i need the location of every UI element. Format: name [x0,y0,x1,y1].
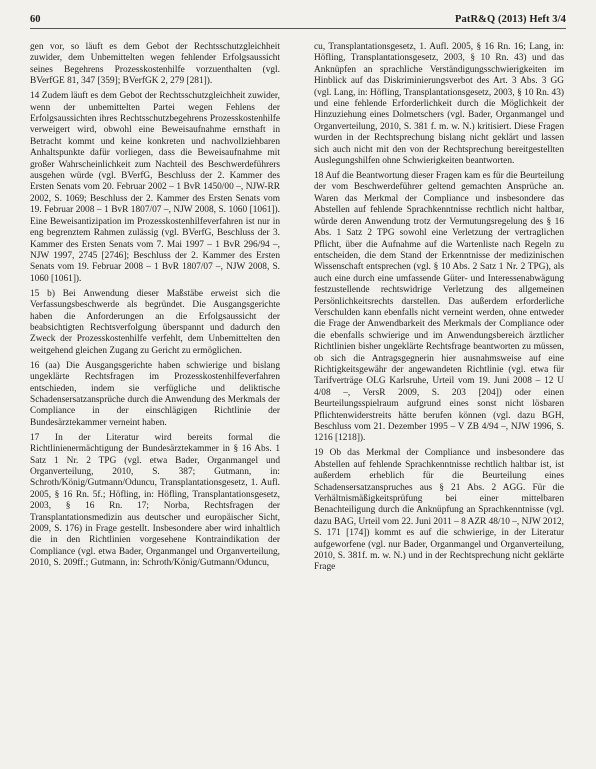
paragraph: gen vor, so läuft es dem Gebot der Rechtsschutzgleichheit zuwider, dem Unbemittelten wegen fehlender Erfolgsaussicht seines Begehrens Prozesskostenhilfe vorzuenthalten (vgl. BVerfGE 81, 347 [359]; BVerfGK 2, 279 [281]). [30,42,280,87]
left-column [30,42,280,573]
paragraph: 19 Ob das Merkmal der Compliance und insbesondere das Abstellen auf fehlende Sprachkenntnisse rechtlich haltbar ist, ist außerdem erheblich für die Beurteilung eines Schadensersatzanspruches aus § 21 Abs. 2 AGG. Für die Verhältnismäßigkeitsprüfung bei einer mittelbaren Benachteiligung durch die Anknüpfung an Sprachkenntnisse (vgl. dazu BAG, Urteil vom 22. Juni 2011 – 8 AZR 48/10 –, NJW 2012, S. 171 [174]) kommt es auf die schwierige, in der Literatur aufgeworfene (vgl. nur Bader, Organmangel und Organverteilung, 2010, S. 381f. m. w. N.) und in der Rechtsprechung nicht geklärte Frage [314,448,564,573]
paragraph: 14 Zudem läuft es dem Gebot der Rechtsschutzgleichheit zuwider, wenn der unbemittelten Partei wegen Fehlens der Erfolgsaussichten ihres Rechtsschutzbegehrens Prozesskostenhilfe verweigert wird, obwohl eine Beweisaufnahme ernsthaft in Betracht kommt und keine konkreten und nachvollziehbaren Anhaltspunkte dafür vorliegen, dass die Beweisaufnahme mit großer Wahrscheinlichkeit zum Nachteil des Beschwerdeführers ausgehen würde (vgl. BVerfG, Beschluss der 2. Kammer des Ersten Senats vom 20. Februar 2002 – 1 BvR 1450/00 –, NJW-RR 2002, S. 1069; Beschluss der 2. Kammer des Ersten Senats vom 19. Februar 2008 – 1 BvR 1807/07 –, NJW 2008, S. 1060 [1061]). Eine Beweisantizipation im Prozesskostenhilfeverfahren ist nur in eng begrenztem Rahmen zulässig (vgl. BVerfG, Beschluss der 3. Kammer des Ersten Senats vom 7. Mai 1997 – 1 BvR 296/94 –, NJW 1997, 2745 [2746]; Beschluss der 2. Kammer des Ersten Senats vom 19. Februar 2008 – 1 BvR 1807/07 –, NJW 2008, S. 1060 [1061]). [30,91,280,284]
paragraph: 17 In der Literatur wird bereits formal die Richtlinienermächtigung der Bundesärztekammer in § 16 Abs. 1 Satz 1 Nr. 2 TPG (vgl. etwa Bader, Organmangel und Organverteilung, 2010, S. 387; Gutmann, in: Schroth/König/Gutmann/Oduncu, Transplantationsgesetz, 1. Aufl. 2005, § 16 Rn. 5f.; Höfling, in: Höfling, Transplantationsgesetz, 2003, § 16 Rn. 17; Norba, Rechtsfragen der Transplantationsmedizin aus deutscher und europäischer Sicht, 2009, S. 176) in Frage gestellt. Insbesondere aber wird inhaltlich die in den Richtlinien vorgesehene Kontraindikation der Compliance (vgl. etwa Bader, Organmangel und Organverteilung, 2010, S. 209ff.; Gutmann, in: Schroth/König/Gutmann/Oduncu, [30,432,280,569]
paragraph: cu, Transplantationsgesetz, 1. Aufl. 2005, § 16 Rn. 16; Lang, in: Höfling, Transplantationsgesetz, 2003, § 10 Rn. 43) und das Anknüpfen an sprachliche Verständigungsschwierigkeiten im Hinblick auf das Diskriminierungsverbot des Art. 3 Abs. 3 GG (vgl. Lang, in: Höfling, Transplantationsgesetz, 2003, § 10 Rn. 43) und eine fehlende Erforderlichkeit durch die Möglichkeit der Hinzuziehung eines Dolmetschers (vgl. Bader, Organmangel und Organverteilung, 2010, S. 381 f. m. w. N.) kritisiert. Diese Fragen wurden in der Rechtsprechung bislang nicht geklärt und lassen sich auch nicht mit den von der Rechtsprechung bereitgestellten Auslegungshilfen ohne Schwierigkeiten beantworten. [314,42,564,167]
journal-citation: PatR&Q (2013) Heft 3/4 [455,14,566,25]
right-column [314,42,564,577]
paragraph: 16 (aa) Die Ausgangsgerichte haben schwierige und bislang ungeklärte Rechtsfragen im Prozesskostenhilfeverfahren entschieden, indem sie verfügliche und deliktische Schadensersatzansprüche durch die Anwendung des Merkmals der Compliance in der einschlägigen Richtlinie der Bundesärztekammer verneint haben. [30,360,280,428]
paragraph: 15 b) Bei Anwendung dieser Maßstäbe erweist sich die Verfassungsbeschwerde als begründet. Die Ausgangsgerichte haben die Anforderungen an die Erfolgsaussicht der beabsichtigten Rechtsverfolgung überspannt und dadurch den Zweck der Prozesskostenhilfe verfehlt, dem Unbemittelten den weitgehend gleichen Zugang zu Gericht zu ermöglichen. [30,288,280,356]
page-header [30,14,566,29]
page-number: 60 [30,14,41,25]
paragraph: 18 Auf die Beantwortung dieser Fragen kam es für die Beurteilung der vom Beschwerdeführer geltend gemachten Ansprüche an. Waren das Merkmal der Compliance und insbesondere das Abstellen auf fehlende Sprachkenntnisse rechtlich nicht haltbar, würde deren Anwendung trotz der Vermutungsregelung des § 16 Abs. 1 Satz 2 TPG sowohl eine Verletzung der vertraglichen Pflicht, über die Aufnahme auf die Wartenliste nach Regeln zu entscheiden, die dem Stand der Erkenntnisse der medizinischen Wissenschaft entsprechen (vgl. § 10 Abs. 2 Satz 1 Nr. 2 TPG), als auch eine durch eine umfassende Güter- und Interessenabwägung festzustellende rechtswidrige Verletzung des allgemeinen Persönlichkeitsrechts darstellen. Das außerdem erforderliche Verschulden kann ebenfalls nicht verneint werden, ohne entweder die Frage der Anwendbarkeit des Merkmals der Compliance oder die ebenfalls schwierige und im Anwendungsbereich ärztlicher Richtlinien bisher ungeklärte Rechtsfrage beantworten zu müssen, ob sich die Antragsgegnerin hier ausnahmsweise auf eine Richtigkeitsgewähr der angewandeten Richtlinie (vgl. etwa für Tarifverträge OLG Karlsruhe, Urteil vom 19. Juni 2008 – 12 U 4/08 –, VersR 2009, S. 203 [204]) oder einen Beurteilungsspielraum aufgrund eines sonst nicht lösbaren Pflichtenwiderstreits hätte berufen können (vgl. dazu BGH, Beschluss vom 21. Dezember 1995 – V ZB 4/94 –, NJW 1996, S. 1216 [1218]). [314,171,564,444]
